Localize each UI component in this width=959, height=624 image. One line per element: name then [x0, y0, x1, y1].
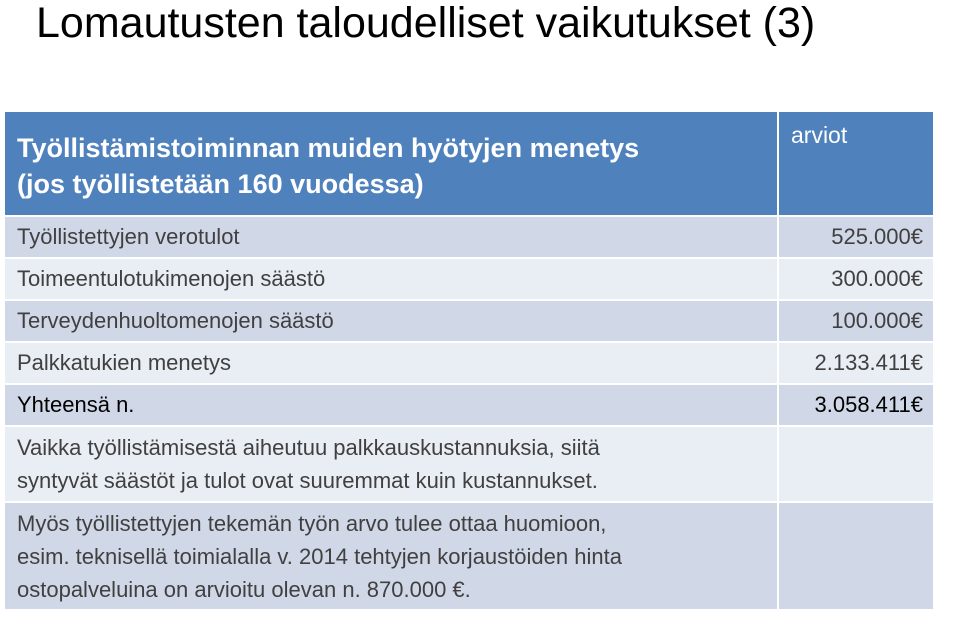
row-label: Työllistettyjen verotulot: [4, 216, 778, 258]
row-amount: 3.058.411€: [778, 384, 934, 426]
row-amount: 100.000€: [778, 300, 934, 342]
table-note-row: [4, 426, 934, 502]
row-label: Palkkatukien menetys: [4, 342, 778, 384]
note-text: [4, 426, 778, 502]
table-row: [4, 258, 934, 300]
euro-symbol: €: [910, 392, 923, 417]
note-empty-cell: [778, 502, 934, 610]
table-row: [4, 342, 934, 384]
row-amount: 300.000€: [778, 258, 934, 300]
euro-symbol: €: [910, 350, 923, 375]
row-amount: 2.133.411€: [778, 342, 934, 384]
table-total-row: [4, 384, 934, 426]
slide-title: Lomautusten taloudelliset vaikutukset (3): [36, 0, 816, 47]
euro-symbol: €: [910, 224, 923, 249]
header-title-line2: (jos työllistetään 160 vuodessa): [17, 168, 424, 199]
row-label: Yhteensä n.: [4, 384, 778, 426]
note-line: Myös työllistettyjen tekemän työn arvo tulee ottaa huomioon,: [17, 510, 607, 536]
note-line: ostopalveluina on arvioitu olevan n. 870.000 €.: [17, 576, 471, 602]
row-label: Toimeentulotukimenojen säästö: [4, 258, 778, 300]
table-header-row: [4, 111, 934, 216]
savings-table: [3, 110, 935, 611]
note-line: Vaikka työllistämisestä aiheutuu palkkauskustannuksia, siitä: [17, 435, 600, 460]
euro-symbol: €: [910, 266, 923, 291]
note-text: [4, 502, 778, 610]
note-empty-cell: [778, 426, 934, 502]
euro-symbol: €: [910, 308, 923, 333]
row-amount: 525.000€: [778, 216, 934, 258]
note-line: syntyvät säästöt ja tulot ovat suuremmat kuin kustannukset.: [17, 468, 598, 493]
table-row: [4, 300, 934, 342]
row-label: Terveydenhuoltomenojen säästö: [4, 300, 778, 342]
header-title-line1: Työllistämistoiminnan muiden hyötyjen menetys: [17, 132, 640, 163]
note-line: esim. teknisellä toimialalla v. 2014 tehtyjen korjaustöiden hinta: [17, 543, 622, 569]
header-title-cell: [4, 111, 778, 216]
table-note-row: [4, 502, 934, 610]
header-estimates-cell: arviot: [778, 111, 934, 216]
table-row: [4, 216, 934, 258]
